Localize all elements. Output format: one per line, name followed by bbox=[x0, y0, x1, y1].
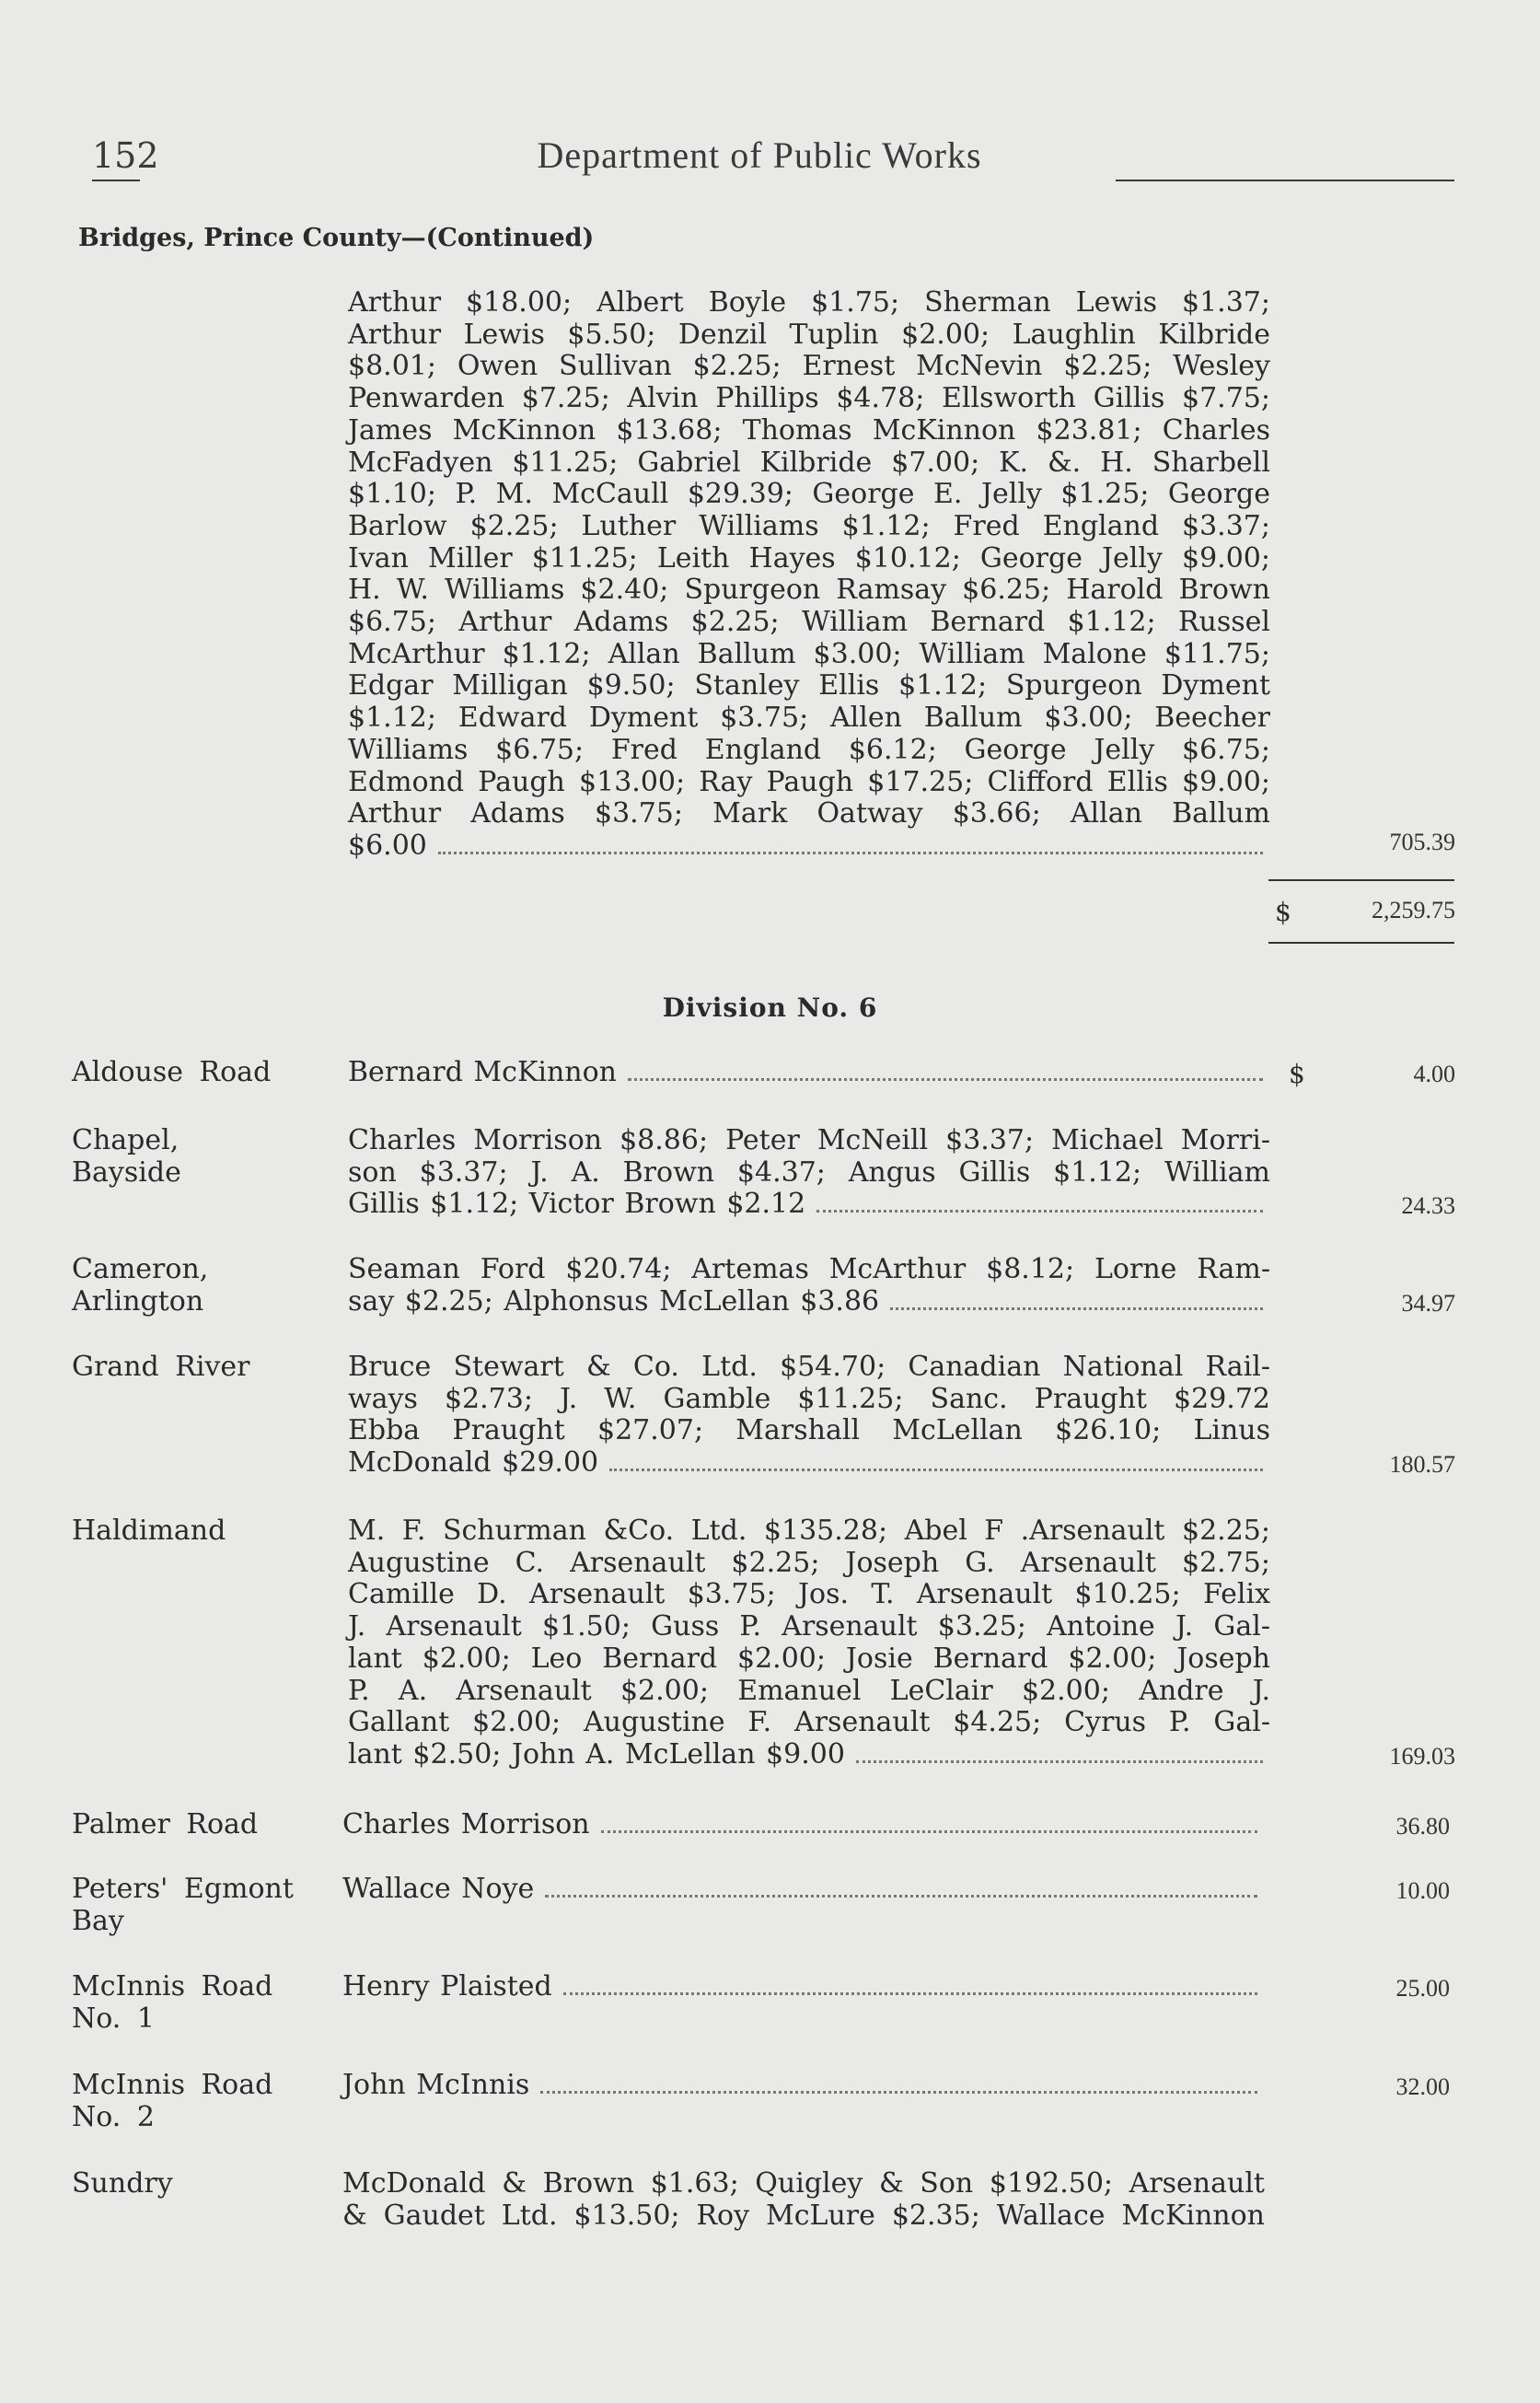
entry-text bbox=[342, 2070, 1265, 2102]
dot-leader bbox=[601, 1830, 1257, 1833]
entry-last-text: say $2.25; Alphonsus McLellan $3.86 bbox=[348, 1284, 880, 1318]
entry-amount: 169.03 bbox=[1389, 1742, 1455, 1770]
dot-leader bbox=[890, 1307, 1263, 1310]
entry-amount: 180.57 bbox=[1389, 1451, 1455, 1479]
entry-last-text: Wallace Noye bbox=[342, 1873, 535, 1905]
dot-leader bbox=[540, 2091, 1257, 2094]
location-line: Cameron, bbox=[72, 1253, 209, 1285]
entry-last-line bbox=[348, 830, 1270, 863]
entry-text bbox=[348, 1352, 1270, 1480]
entry-text bbox=[348, 1515, 1270, 1771]
entry-line: J. Arsenault $1.50; Guss P. Arsenault $3.25; Antoine J. Gal- bbox=[348, 1610, 1270, 1643]
dot-leader bbox=[609, 1468, 1263, 1471]
location-label bbox=[72, 1254, 311, 1318]
entry-last-line bbox=[342, 2070, 1265, 2102]
entry-line: Arthur Adams $3.75; Mark Oatway $3.66; Allan Ballum bbox=[348, 797, 1270, 830]
entry-last-line bbox=[348, 1739, 1270, 1771]
entry-line: H. W. Williams $2.40; Spurgeon Ramsay $6.25; Harold Brown bbox=[348, 574, 1270, 607]
location-label bbox=[72, 1971, 311, 2035]
entry-line: McDonald & Brown $1.63; Quigley & Son $192.50; Arsenault bbox=[342, 2167, 1265, 2200]
entry-last-line bbox=[342, 1971, 1265, 2003]
entry-line: Penwarden $7.25; Alvin Phillips $4.78; Ellsworth Gillis $7.75; bbox=[348, 382, 1270, 415]
location-label bbox=[72, 1874, 311, 1937]
header-title: Department of Public Works bbox=[537, 134, 982, 176]
entry-line: Gallant $2.00; Augustine F. Arsenault $4.25; Cyrus P. Gal- bbox=[348, 1706, 1270, 1739]
location-line: Chapel, bbox=[72, 1124, 179, 1156]
section-heading: Bridges, Prince County—(Continued) bbox=[78, 224, 595, 252]
total-rule-bottom bbox=[1268, 942, 1454, 944]
entry-last-line bbox=[348, 1286, 1270, 1318]
location-line: Arlington bbox=[72, 1284, 204, 1318]
continued-entry-text bbox=[348, 287, 1270, 863]
entry-last-text: $6.00 bbox=[348, 829, 427, 862]
location-line: No. 1 bbox=[72, 2002, 155, 2035]
entry-text bbox=[348, 1125, 1270, 1221]
entry-amount: 10.00 bbox=[1395, 1877, 1450, 1904]
entry-line: & Gaudet Ltd. $13.50; Roy McLure $2.35; Wallace McKinnon bbox=[342, 2199, 1265, 2232]
entry-line: McFadyen $11.25; Gabriel Kilbride $7.00; K. &. H. Sharbell bbox=[348, 446, 1270, 479]
entry-line: son $3.37; J. A. Brown $4.37; Angus Gillis $1.12; William bbox=[348, 1155, 1270, 1189]
page-number: 152 bbox=[92, 135, 159, 176]
entry-text bbox=[342, 1809, 1265, 1841]
dot-leader bbox=[438, 852, 1263, 854]
location-label bbox=[72, 1352, 311, 1384]
entry-line: lant $2.00; Leo Bernard $2.00; Josie Bernard $2.00; Joseph bbox=[348, 1642, 1270, 1675]
entry-line: Seaman Ford $20.74; Artemas McArthur $8.12; Lorne Ram- bbox=[348, 1253, 1270, 1285]
location-line: Aldouse Road bbox=[72, 1056, 272, 1088]
entry-line: Barlow $2.25; Luther Williams $1.12; Fred England $3.37; bbox=[348, 509, 1270, 542]
entry-line: $8.01; Owen Sullivan $2.25; Ernest McNevin $2.25; Wesley bbox=[348, 350, 1270, 383]
location-label bbox=[72, 2168, 311, 2200]
amount-currency: $ bbox=[1289, 1059, 1305, 1089]
continued-entry-lines bbox=[348, 287, 1270, 830]
entry-line: Williams $6.75; Fred England $6.12; George Jelly $6.75; bbox=[348, 733, 1270, 766]
entry-line: Edgar Milligan $9.50; Stanley Ellis $1.12; Spurgeon Dyment bbox=[348, 669, 1270, 702]
location-line: Bayside bbox=[72, 1155, 181, 1189]
entry-last-text: Charles Morrison bbox=[342, 1808, 590, 1840]
entry-line: P. A. Arsenault $2.00; Emanuel LeClair $2.00; Andre J. bbox=[348, 1674, 1270, 1707]
entry-last-text: lant $2.50; John A. McLellan $9.00 bbox=[348, 1737, 845, 1770]
location-line: Sundry bbox=[72, 2167, 173, 2200]
entry-line: M. F. Schurman &Co. Ltd. $135.28; Abel F .Arsenault $2.25; bbox=[348, 1515, 1270, 1547]
entry-line: Arthur $18.00; Albert Boyle $1.75; Sherman Lewis $1.37; bbox=[348, 286, 1270, 319]
entry-text bbox=[348, 1057, 1270, 1089]
entry-last-text: Bernard McKinnon bbox=[348, 1056, 617, 1088]
location-label bbox=[72, 1057, 311, 1089]
entry-line: $6.75; Arthur Adams $2.25; William Bernard $1.12; Russel bbox=[348, 606, 1270, 639]
entry-text bbox=[348, 1254, 1270, 1318]
entry-line: Camille D. Arsenault $3.75; Jos. T. Arsenault $10.25; Felix bbox=[348, 1578, 1270, 1611]
entry-line: $1.12; Edward Dyment $3.75; Allen Ballum $3.00; Beecher bbox=[348, 702, 1270, 735]
entry-amount: 32.00 bbox=[1395, 2073, 1450, 2100]
location-line: Haldimand bbox=[72, 1515, 226, 1547]
dot-leader bbox=[816, 1210, 1263, 1213]
entry-last-text: McDonald $29.00 bbox=[348, 1446, 599, 1480]
location-line: McInnis Road bbox=[72, 2069, 273, 2101]
section-total-amount: 2,259.75 bbox=[1372, 897, 1455, 923]
entry-line: Augustine C. Arsenault $2.25; Joseph G. Arsenault $2.75; bbox=[348, 1546, 1270, 1579]
entry-last-text: John McInnis bbox=[342, 2069, 530, 2101]
entry-line: James McKinnon $13.68; Thomas McKinnon $23.81; Charles bbox=[348, 413, 1270, 447]
location-label bbox=[72, 1125, 311, 1189]
entry-text bbox=[342, 1874, 1265, 1906]
entry-last-line bbox=[348, 1057, 1270, 1089]
entry-text bbox=[342, 1971, 1265, 2003]
entry-amount: 705.39 bbox=[1389, 829, 1455, 855]
location-line: McInnis Road bbox=[72, 1970, 273, 2002]
entry-line: Ebba Praught $27.07; Marshall McLellan $26.10; Linus bbox=[348, 1414, 1270, 1447]
location-line: Grand River bbox=[72, 1351, 250, 1383]
location-line: No. 2 bbox=[72, 2100, 155, 2133]
entry-line: ways $2.73; J. W. Gamble $11.25; Sanc. Praught $29.72 bbox=[348, 1382, 1270, 1415]
entry-amount: 4.00 bbox=[1413, 1061, 1455, 1087]
header-rule-left bbox=[92, 180, 140, 181]
location-line: Peters' Egmont bbox=[72, 1873, 294, 1905]
dot-leader bbox=[628, 1078, 1263, 1081]
entry-last-text: Gillis $1.12; Victor Brown $2.12 bbox=[348, 1188, 806, 1221]
dot-leader bbox=[856, 1760, 1263, 1763]
entry-line: Arthur Lewis $5.50; Denzil Tuplin $2.00; Laughlin Kilbride bbox=[348, 318, 1270, 351]
location-line: Bay bbox=[72, 1904, 124, 1937]
division-heading: Division No. 6 bbox=[662, 993, 878, 1023]
entry-last-line bbox=[342, 1874, 1265, 1906]
entry-text bbox=[342, 2168, 1265, 2232]
entry-last-line bbox=[348, 1447, 1270, 1480]
entry-last-line bbox=[342, 1809, 1265, 1841]
entry-amount: 36.80 bbox=[1395, 1813, 1450, 1840]
header-rule-right bbox=[1116, 180, 1454, 181]
total-currency: $ bbox=[1275, 897, 1291, 927]
entry-line: Charles Morrison $8.86; Peter McNeill $3.37; Michael Morri- bbox=[348, 1124, 1270, 1156]
entry-last-text: Henry Plaisted bbox=[342, 1970, 552, 2002]
entry-amount: 24.33 bbox=[1401, 1192, 1455, 1220]
entry-last-line bbox=[348, 1189, 1270, 1221]
entry-line: Edmond Paugh $13.00; Ray Paugh $17.25; Clifford Ellis $9.00; bbox=[348, 765, 1270, 798]
location-label bbox=[72, 2070, 311, 2133]
entry-line: $1.10; P. M. McCaull $29.39; George E. Jelly $1.25; George bbox=[348, 478, 1270, 511]
entry-amount: 34.97 bbox=[1401, 1289, 1455, 1317]
entry-line: Bruce Stewart & Co. Ltd. $54.70; Canadian National Rail- bbox=[348, 1351, 1270, 1383]
entry-line: McArthur $1.12; Allan Ballum $3.00; William Malone $11.75; bbox=[348, 637, 1270, 670]
location-line: Palmer Road bbox=[72, 1808, 259, 1840]
running-header bbox=[64, 134, 1454, 189]
entry-line: Ivan Miller $11.25; Leith Hayes $10.12; George Jelly $9.00; bbox=[348, 541, 1270, 575]
dot-leader bbox=[545, 1895, 1257, 1898]
dot-leader bbox=[563, 1992, 1257, 1995]
location-label bbox=[72, 1809, 311, 1841]
entry-amount: 25.00 bbox=[1395, 1975, 1450, 2002]
total-rule-top bbox=[1268, 879, 1454, 881]
location-label bbox=[72, 1515, 311, 1548]
